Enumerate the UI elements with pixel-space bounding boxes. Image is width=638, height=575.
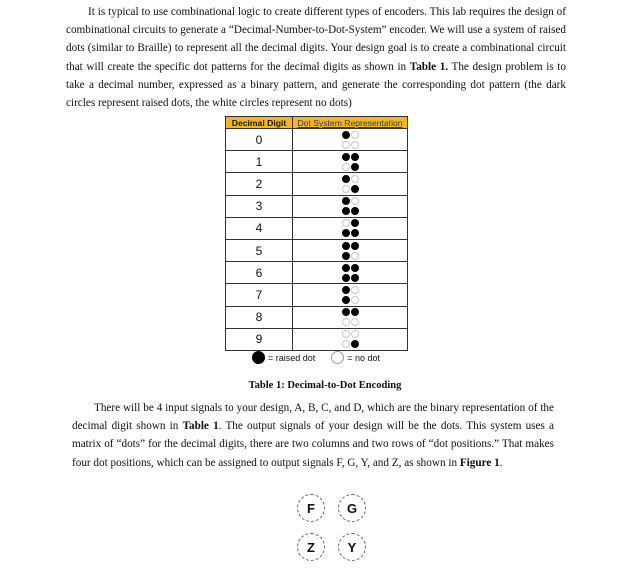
empty-dot-icon <box>342 318 350 326</box>
empty-dot-icon <box>342 219 350 227</box>
table-row <box>226 217 408 239</box>
table-row <box>226 328 408 350</box>
dot-matrix <box>342 330 359 348</box>
raised-dot-icon <box>342 286 350 294</box>
dot-pattern-cell <box>293 151 408 173</box>
empty-dot-icon <box>351 131 359 139</box>
raised-dot-icon <box>351 340 359 348</box>
table-1-reference: Table 1. <box>409 60 449 73</box>
raised-dot-icon <box>342 131 350 139</box>
empty-dot-icon <box>342 330 350 338</box>
raised-dot-icon <box>351 264 359 272</box>
raised-dot-icon <box>342 242 350 250</box>
raised-dot-icon <box>252 351 265 364</box>
raised-dot-icon <box>342 308 350 316</box>
raised-dot-icon <box>351 229 359 237</box>
digit-cell: 6 <box>226 262 293 284</box>
legend-none-label: = no dot <box>347 352 381 363</box>
dot-pattern-cell <box>293 284 408 306</box>
dot-pattern-cell <box>293 306 408 328</box>
dot-matrix <box>342 219 359 237</box>
signals-paragraph <box>72 399 554 472</box>
dot-pattern-cell <box>293 262 408 284</box>
dot-matrix <box>342 153 359 171</box>
signal-z-circle: Z <box>297 533 325 561</box>
decimal-dot-table <box>225 116 408 351</box>
intro-line-3: system of raised dots (similar to Braille) to represent all the decimal digits. Your design goal is to create a <box>66 24 567 55</box>
empty-dot-icon <box>342 340 350 348</box>
digit-cell: 1 <box>226 151 293 173</box>
dot-matrix <box>342 264 359 282</box>
empty-dot-icon <box>351 197 359 205</box>
dot-pattern-cell <box>293 328 408 350</box>
table-row <box>226 173 408 195</box>
signal-f-circle: F <box>297 494 325 522</box>
dot-matrix <box>342 286 359 304</box>
intro-line-6: corresponding dot pattern (the dark circles represent raised dots, the white circles represent no dots) <box>66 78 566 110</box>
intro-line-1: It is typical to use combinational logic to create different types of encoders. This lab requires the <box>88 6 522 18</box>
digit-cell: 0 <box>226 129 293 151</box>
dot-pattern-cell <box>293 195 408 217</box>
table-1-reference-2: Table 1 <box>182 420 219 433</box>
dot-pattern-cell <box>293 173 408 195</box>
raised-dot-icon <box>351 163 359 171</box>
empty-dot-icon <box>342 163 350 171</box>
raised-dot-icon <box>342 264 350 272</box>
table-row <box>226 129 408 151</box>
empty-dot-icon <box>351 296 359 304</box>
table-row <box>226 306 408 328</box>
empty-dot-icon <box>351 175 359 183</box>
empty-dot-icon <box>351 141 359 149</box>
empty-dot-icon <box>351 252 359 260</box>
raised-dot-icon <box>351 207 359 215</box>
raised-dot-icon <box>342 229 350 237</box>
table-row <box>226 284 408 306</box>
signals-text-2: . The output signals of your design will be the dots. This system uses a matrix of “dots” for the decimal digits, there are two columns and two rows of “dot positions.” That makes four dot positions, which can be assigned to output signals F, G, Y, and Z, as shown in <box>72 420 555 469</box>
header-dot-representation: Dot System Representation <box>293 117 408 129</box>
empty-dot-icon <box>351 330 359 338</box>
raised-dot-icon <box>342 207 350 215</box>
empty-dot-icon <box>351 286 359 294</box>
header-decimal-digit: Decimal Digit <box>226 117 293 129</box>
table-row <box>226 195 408 217</box>
signal-y-circle: Y <box>338 533 366 561</box>
raised-dot-icon <box>351 274 359 282</box>
table-row <box>226 262 408 284</box>
dot-legend <box>252 351 380 364</box>
legend-raised-label: = raised dot <box>268 352 316 363</box>
dot-pattern-cell <box>293 129 408 151</box>
raised-dot-icon <box>351 219 359 227</box>
table-row <box>226 239 408 261</box>
digit-cell: 3 <box>226 195 293 217</box>
empty-dot-icon <box>342 141 350 149</box>
digit-cell: 4 <box>226 217 293 239</box>
intro-paragraph <box>66 3 566 112</box>
digit-cell: 5 <box>226 239 293 261</box>
digit-cell: 8 <box>226 306 293 328</box>
raised-dot-icon <box>351 185 359 193</box>
raised-dot-icon <box>342 153 350 161</box>
empty-dot-icon <box>331 351 344 364</box>
intro-line-2: design of combinational circuits to generate a “Decimal-Number-to-Dot-System” encoder. We will use a <box>66 6 567 37</box>
signal-g-circle: G <box>338 494 366 522</box>
dot-matrix <box>342 242 359 260</box>
signals-text-1: There will be 4 input signals to your design, A, B, C, and D, which are the binary representation of the decimal digit shown in <box>72 402 554 433</box>
digit-cell: 9 <box>226 328 293 350</box>
empty-dot-icon <box>342 185 350 193</box>
dot-matrix <box>342 308 359 326</box>
dot-pattern-cell <box>293 239 408 261</box>
intro-line-5: The design problem is to take a decimal number, expressed as a binary pattern, and generate the <box>66 60 566 91</box>
digit-cell: 2 <box>226 173 293 195</box>
dot-matrix <box>342 197 359 215</box>
raised-dot-icon <box>342 252 350 260</box>
raised-dot-icon <box>351 308 359 316</box>
dot-matrix <box>342 131 359 149</box>
raised-dot-icon <box>342 197 350 205</box>
figure-1-reference: Figure 1 <box>459 456 500 469</box>
raised-dot-icon <box>342 296 350 304</box>
raised-dot-icon <box>351 242 359 250</box>
digit-cell: 7 <box>226 284 293 306</box>
raised-dot-icon <box>342 274 350 282</box>
intro-line-4: combinational circuit that will create the specific dot patterns for the decimal digits as shown in <box>66 42 566 73</box>
signals-text-3: . <box>499 456 503 469</box>
dot-pattern-cell <box>293 217 408 239</box>
dot-matrix <box>342 175 359 193</box>
raised-dot-icon <box>342 175 350 183</box>
table-caption: Table 1: Decimal-to-Dot Encoding <box>248 380 402 391</box>
empty-dot-icon <box>351 318 359 326</box>
raised-dot-icon <box>351 153 359 161</box>
table-row <box>226 151 408 173</box>
